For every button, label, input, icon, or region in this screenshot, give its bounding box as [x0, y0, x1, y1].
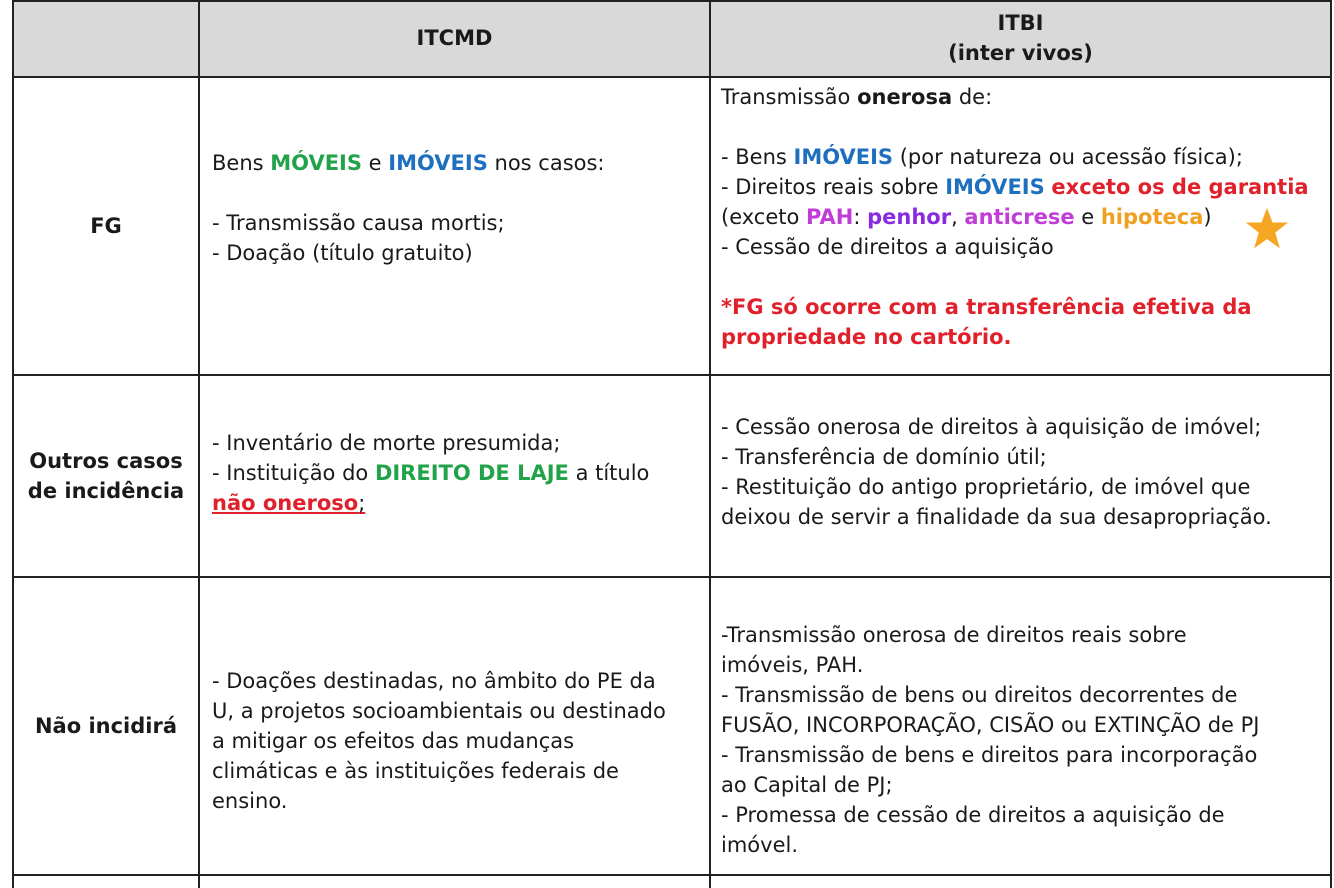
- text: - Direitos reais sobre: [721, 175, 946, 199]
- fg-itcmd-line1: [212, 148, 605, 178]
- row-label-outros-line1: Outros casos: [29, 449, 183, 473]
- spacer: [212, 178, 605, 208]
- header-itbi-title: ITBI: [997, 11, 1044, 35]
- nao-oneroso-highlight: não oneroso: [212, 491, 359, 515]
- anticrese-highlight: anticrese: [964, 205, 1075, 229]
- direito-de-laje-highlight: DIREITO DE LAJE: [374, 461, 569, 485]
- fg-itbi-line4: [721, 202, 1309, 232]
- fg-itcmd-line2: - Transmissão causa mortis;: [212, 211, 505, 235]
- fg-itbi-cell: [721, 82, 1309, 352]
- nao-itbi-line1: -Transmissão onerosa de direitos reais sobre: [721, 623, 1187, 647]
- header-itcmd-text: ITCMD: [416, 26, 493, 50]
- fg-itcmd-line3: - Doação (título gratuito): [212, 241, 473, 265]
- outros-itcmd-line1: - Inventário de morte presumida;: [212, 431, 561, 455]
- hipoteca-highlight: hipoteca: [1100, 205, 1204, 229]
- row-label-fg-text: FG: [90, 214, 122, 238]
- text: Transmissão: [721, 85, 858, 109]
- nao-itcmd-line4: climáticas e às instituições federais de: [212, 759, 619, 783]
- nao-itcmd-line3: a mitigar os efeitos das mudanças: [212, 729, 575, 753]
- outros-itbi-line3: - Restituição do antigo proprietário, de imóvel que: [721, 475, 1251, 499]
- fg-itbi-line5: - Cessão de direitos a aquisição: [721, 235, 1054, 259]
- outros-itcmd-cell: [212, 428, 649, 518]
- row-label-nao-incidira-text: Não incidirá: [34, 714, 178, 738]
- nao-itcmd-line1: - Doações destinadas, no âmbito do PE da: [212, 669, 656, 693]
- imoveis-highlight: IMÓVEIS: [388, 151, 488, 175]
- text: - Bens: [721, 145, 794, 169]
- row-divider: [12, 874, 1332, 876]
- text: e: [1074, 205, 1101, 229]
- onerosa-bold: onerosa: [857, 85, 953, 109]
- text: a título: [568, 461, 650, 485]
- row-divider: [12, 576, 1332, 578]
- text: ,: [951, 205, 965, 229]
- nao-itcmd-line5: ensino.: [212, 789, 288, 813]
- outros-itbi-line2: - Transferência de domínio útil;: [721, 445, 1047, 469]
- spacer: [721, 112, 1309, 142]
- outros-itcmd-line3: [212, 488, 649, 518]
- text: (exceto: [721, 205, 807, 229]
- penhor-highlight: penhor: [867, 205, 952, 229]
- table-border-right: [1330, 0, 1332, 888]
- row-divider: [12, 374, 1332, 376]
- row-label-fg: [14, 78, 198, 374]
- text: ;: [358, 491, 366, 515]
- nao-itbi-line8: imóvel.: [721, 833, 798, 857]
- outros-itbi-line1: - Cessão onerosa de direitos à aquisição de imóvel;: [721, 415, 1262, 439]
- text: ): [1203, 205, 1212, 229]
- imoveis-highlight: IMÓVEIS: [793, 145, 894, 169]
- column-divider: [198, 0, 200, 888]
- imoveis-highlight: IMÓVEIS: [945, 175, 1045, 199]
- spacer: [721, 262, 1309, 292]
- fg-itcmd-cell: [212, 148, 605, 268]
- fg-itbi-line3: [721, 172, 1309, 202]
- exceto-garantia-highlight: exceto os de garantia: [1051, 175, 1309, 199]
- nao-itbi-line6: ao Capital de PJ;: [721, 773, 893, 797]
- nao-itcmd-line2: U, a projetos socioambientais ou destinado: [212, 699, 666, 723]
- nao-itcmd-cell: [212, 666, 666, 816]
- nao-itbi-line2: imóveis, PAH.: [721, 653, 864, 677]
- outros-itcmd-line2: [212, 458, 649, 488]
- star-icon: [1244, 206, 1290, 252]
- fg-itbi-line1: [721, 82, 1309, 112]
- text: de:: [952, 85, 993, 109]
- text: Bens: [212, 151, 271, 175]
- header-itcmd: [200, 0, 709, 76]
- row-label-nao-incidira: [14, 578, 198, 874]
- header-itbi-subtitle: (inter vivos): [948, 41, 1093, 65]
- fg-note-line1: *FG só ocorre com a transferência efetiva da: [721, 295, 1252, 319]
- outros-itbi-line4: deixou de servir a finalidade da sua desapropriação.: [721, 505, 1272, 529]
- row-divider: [12, 76, 1332, 78]
- text: e: [362, 151, 389, 175]
- fg-itbi-line2: [721, 142, 1309, 172]
- nao-itbi-line7: - Promessa de cessão de direitos a aquisição de: [721, 803, 1225, 827]
- pah-highlight: PAH: [806, 205, 854, 229]
- row-label-outros: [14, 376, 198, 576]
- nao-itbi-line4: FUSÃO, INCORPORAÇÃO, CISÃO ou EXTINÇÃO de PJ: [721, 713, 1260, 737]
- moveis-highlight: MÓVEIS: [270, 151, 362, 175]
- text: nos casos:: [487, 151, 605, 175]
- nao-itbi-line3: - Transmissão de bens ou direitos decorrentes de: [721, 683, 1238, 707]
- text: - Instituição do: [212, 461, 375, 485]
- nao-itbi-cell: [721, 620, 1259, 860]
- text: :: [853, 205, 868, 229]
- header-itbi: [711, 6, 1330, 70]
- column-divider: [709, 0, 711, 888]
- fg-note-line2: propriedade no cartório.: [721, 325, 1012, 349]
- nao-itbi-line5: - Transmissão de bens e direitos para incorporação: [721, 743, 1258, 767]
- row-label-outros-line2: de incidência: [27, 479, 185, 503]
- text: (por natureza ou acessão física);: [893, 145, 1243, 169]
- outros-itbi-cell: [721, 412, 1272, 532]
